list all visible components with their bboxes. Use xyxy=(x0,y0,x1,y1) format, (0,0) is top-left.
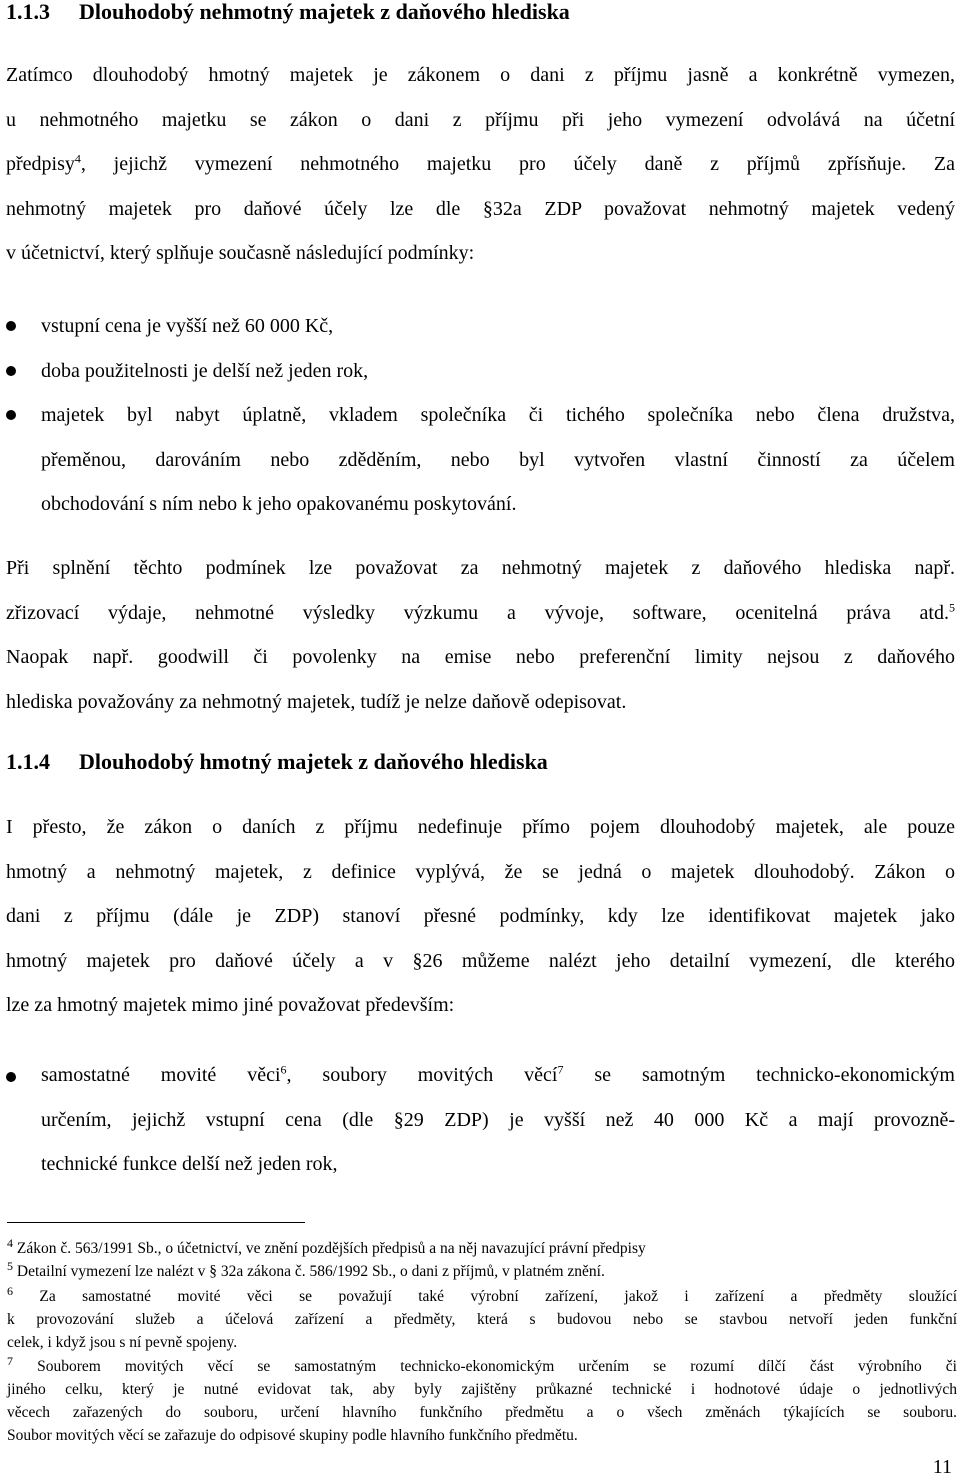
footnote-mark: 5 xyxy=(7,1258,13,1273)
text: předpisy xyxy=(6,153,75,175)
footnote-line: jiného celku, který je nutné evidovat tak, aby byly zajištěny průkazné technické i hodnotové údaje o jednotlivých xyxy=(7,1381,957,1398)
list-item-text: doba použitelnosti je delší než jeden rok, xyxy=(41,360,369,382)
list-item xyxy=(41,1053,955,1187)
paragraph-line xyxy=(6,591,955,636)
footnote-ref-6[interactable]: 6 xyxy=(280,1062,287,1077)
list-item-text: vstupní cena je vyšší než 60 000 Kč, xyxy=(41,315,334,337)
footnote-separator xyxy=(7,1222,305,1223)
footnote-line: celek, i když jsou s ní pevně spojeny. xyxy=(7,1334,238,1351)
paragraph-line: Naopak např. goodwill či povolenky na emise nebo preferenční limity nejsou z daňového xyxy=(6,646,955,668)
bullet-icon xyxy=(6,366,16,376)
paragraph xyxy=(6,546,955,724)
paragraph-line: dani z příjmu (dále je ZDP) stanoví přesné podmínky, kdy lze identifikovat majetek jako xyxy=(6,905,955,927)
list-item-text: přeměnou, darováním nebo zděděním, nebo byl vytvořen vlastní činností za účelem xyxy=(41,448,955,471)
text: se samotným technicko-ekonomickým xyxy=(563,1064,955,1086)
section-title: Dlouhodobý nehmotný majetek z daňového hlediska xyxy=(79,0,570,24)
section-title: Dlouhodobý hmotný majetek z daňového hlediska xyxy=(79,749,548,774)
footnote-mark: 4 xyxy=(7,1235,13,1250)
page-number: 11 xyxy=(932,1456,952,1478)
footnote-line: věcech zařazených do souboru, určení hlavního funkčního předmětu a o všech změnách týkajících se souboru. xyxy=(7,1404,957,1421)
list-item xyxy=(41,349,955,394)
bullet-icon xyxy=(6,1072,16,1082)
list-item-text: obchodování s ním nebo k jeho opakovanému poskytování. xyxy=(41,493,517,515)
list-item xyxy=(41,304,955,349)
bullet-icon xyxy=(6,410,16,420)
paragraph-line xyxy=(6,142,955,187)
paragraph-line: hmotný majetek pro daňové účely a v §26 můžeme nalézt jeho detailní vymezení, dle kterého xyxy=(6,949,955,972)
paragraph-line: hmotný a nehmotný majetek, z definice vyplývá, že se jedná o majetek dlouhodobý. Zákon o xyxy=(6,860,955,883)
text: , soubory movitých věcí xyxy=(286,1064,558,1086)
text: zřizovací výdaje, nehmotné výsledky výzkumu a vývoje, software, ocenitelná práva atd. xyxy=(6,601,949,624)
paragraph-line: Při splnění těchto podmínek lze považovat za nehmotný majetek z daňového hlediska např. xyxy=(6,557,955,579)
section-heading-1-1-4 xyxy=(6,748,548,776)
footnote-5 xyxy=(7,1260,957,1283)
list-item xyxy=(41,393,955,527)
text: , jejichž vymezení nehmotného majetku pro účely daně z příjmů zpřísňuje. Za xyxy=(80,153,955,175)
footnote-line: Soubor movitých věcí se zařazuje do odpisové skupiny podle hlavního funkčního předmětu. xyxy=(7,1427,578,1444)
section-number: 1.1.3 xyxy=(6,0,50,24)
paragraph-line: u nehmotného majetku se zákon o dani z příjmu při jeho vymezení odvolává na účetní xyxy=(6,108,955,131)
list-item-text: technické funkce delší než jeden rok, xyxy=(41,1153,338,1175)
paragraph-line: lze za hmotný majetek mimo jiné považovat především: xyxy=(6,994,455,1016)
paragraph-line: v účetnictví, který splňuje současně následující podmínky: xyxy=(6,242,475,264)
footnote-text: Detailní vymezení lze nalézt v § 32a zákona č. 586/1992 Sb., o dani z příjmů, v platném znění. xyxy=(13,1263,605,1280)
list-item-text: určením, jejichž vstupní cena (dle §29 ZDP) je vyšší než 40 000 Kč a mají provozně- xyxy=(41,1108,955,1131)
footnote-ref-7[interactable]: 7 xyxy=(557,1062,564,1077)
paragraph-line: Zatímco dlouhodobý hmotný majetek je zákonem o dani z příjmu jasně a konkrétně vymezen, xyxy=(6,64,955,86)
footnote-line xyxy=(7,1355,957,1378)
footnote-text: Souborem movitých věcí se samostatným technicko-ekonomickým určením se rozumí dílčí část výrobního či xyxy=(13,1358,957,1375)
footnote-4 xyxy=(7,1237,957,1260)
list-item-text: majetek byl nabyt úplatně, vkladem společníka či tichého společníka nebo člena družstva, xyxy=(41,404,955,426)
footnote-line: k provozování služeb a účelová zařízení a předměty, která s budovou nebo se stavbou netvoří jeden funkční xyxy=(7,1311,957,1328)
list-item-text xyxy=(41,1053,955,1098)
section-heading-1-1-3 xyxy=(6,0,570,26)
paragraph-line: nehmotný majetek pro daňové účely lze dle §32a ZDP považovat nehmotný majetek vedený xyxy=(6,197,955,220)
footnote-6 xyxy=(7,1285,957,1354)
paragraph xyxy=(6,53,955,276)
footnote-ref-5[interactable]: 5 xyxy=(949,599,955,614)
text: samostatné movité věci xyxy=(41,1064,281,1086)
footnote-mark: 6 xyxy=(7,1283,13,1298)
footnote-line xyxy=(7,1285,957,1308)
footnote-7 xyxy=(7,1355,957,1447)
paragraph-line: hlediska považovány za nehmotný majetek, tudíž je nelze daňově odepisovat. xyxy=(6,690,627,713)
section-number: 1.1.4 xyxy=(6,749,50,774)
bullet-icon xyxy=(6,321,16,331)
paragraph-line: I přesto, že zákon o daních z příjmu nedefinuje přímo pojem dlouhodobý majetek, ale pouze xyxy=(6,816,955,838)
paragraph xyxy=(6,805,955,1028)
footnote-text: Za samostatné movité věci se považují také výrobní zařízení, jakož i zařízení a předměty sloužící xyxy=(13,1288,957,1305)
footnote-ref-4[interactable]: 4 xyxy=(74,151,81,166)
footnote-text: Zákon č. 563/1991 Sb., o účetnictví, ve znění pozdějších předpisů a na něj navazující právní předpisy xyxy=(13,1240,646,1257)
footnote-mark: 7 xyxy=(7,1353,13,1368)
